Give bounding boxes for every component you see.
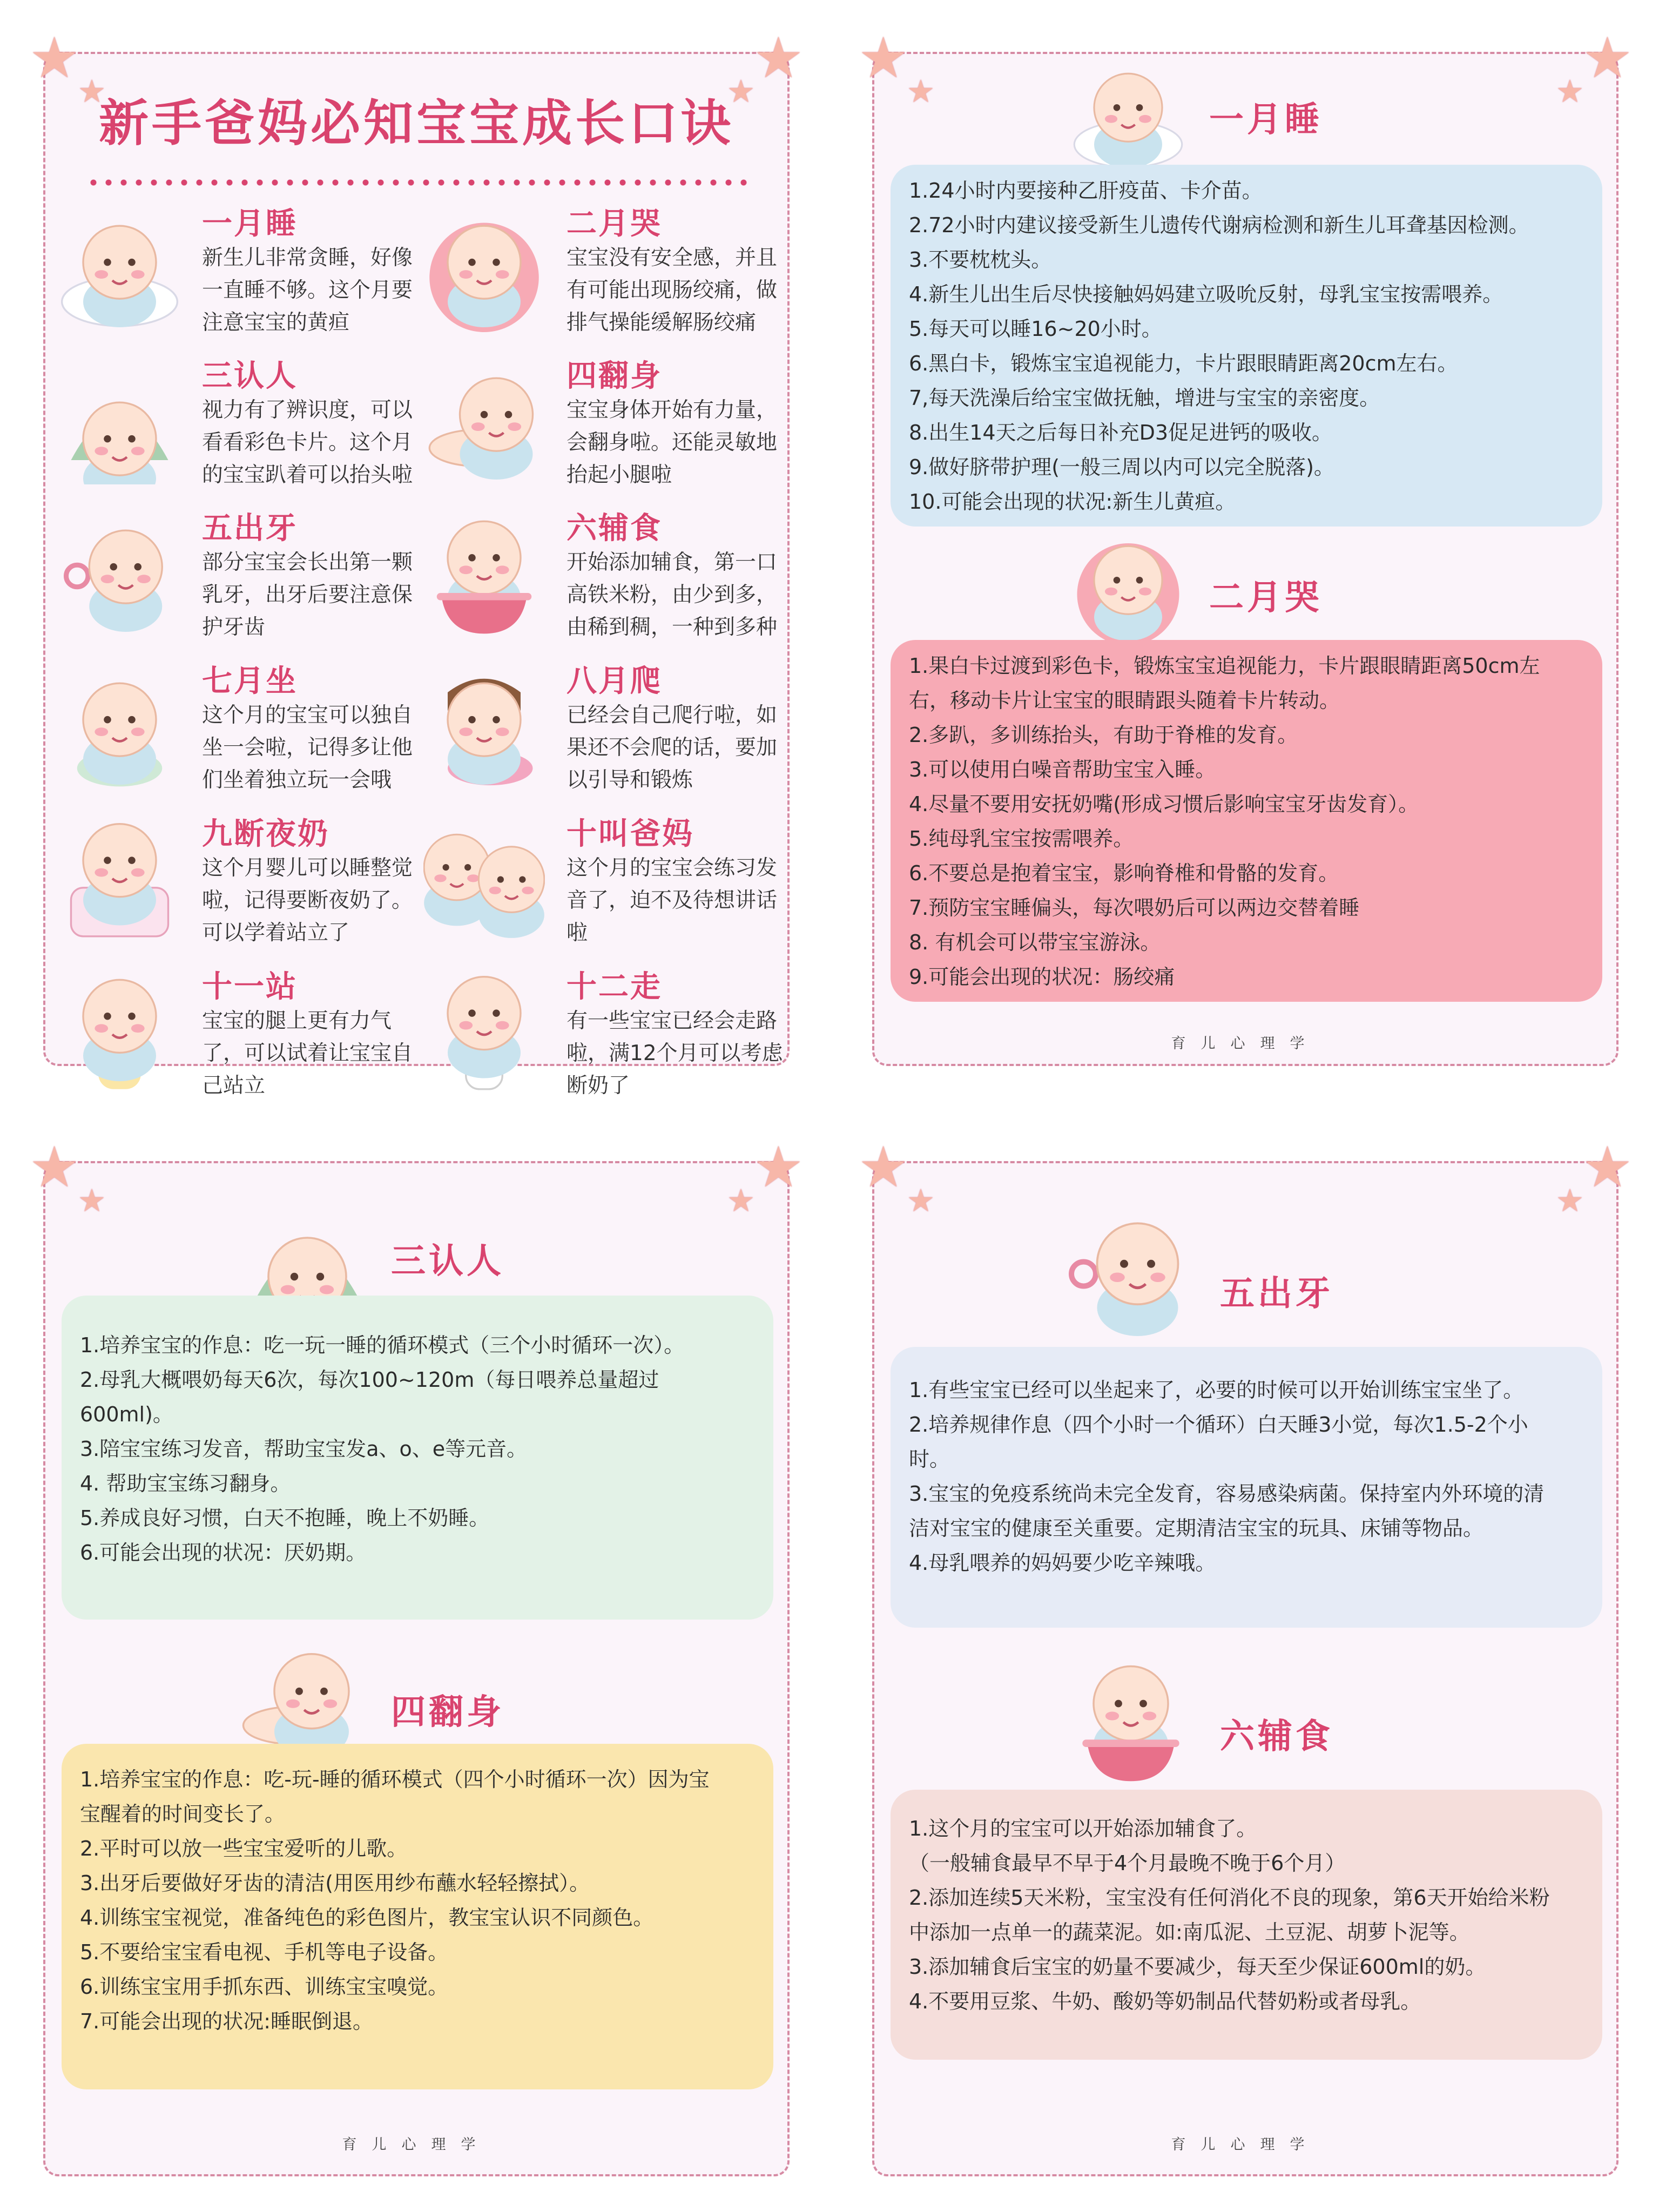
milestone-desc: 开始添加辅食，第一口高铁米粉，由少到多，由稀到稠，一种到多种	[567, 550, 778, 639]
star-icon: ★	[753, 25, 804, 91]
tip-line: 4.不要用豆浆、牛奶、酸奶等奶制品代替奶粉或者母乳。	[909, 1990, 1421, 2013]
walking-baby-icon	[423, 974, 545, 1095]
tip-line: 1.24小时内要接种乙肝疫苗、卡介苗。	[909, 179, 1263, 203]
milestone-entry	[423, 352, 778, 487]
detail-card-months-5-6	[858, 1134, 1633, 2176]
milestone-desc: 宝宝的腿上更有力气了，可以试着让宝宝自己站立	[202, 1009, 413, 1098]
milestone-desc: 宝宝身体开始有力量，会翻身啦。还能灵敏地抬起小腿啦	[567, 398, 778, 487]
star-icon: ★	[78, 1182, 106, 1219]
tip-line: 3.宝宝的免疫系统尚未完全发育，容易感染病菌。保持室内外环境的清	[909, 1482, 1545, 1506]
tip-line: 2.多趴，多训练抬头，有助于脊椎的发育。	[909, 723, 1298, 747]
tip-line: 3.可以使用白噪音帮助宝宝入睡。	[909, 758, 1216, 781]
milestone-entry	[59, 810, 413, 945]
bowl-baby-icon	[423, 515, 545, 637]
bowl-baby-icon	[1063, 1660, 1198, 1784]
milestone-entry	[59, 657, 413, 792]
milestone-entry	[59, 504, 413, 639]
teething-baby-icon	[59, 515, 180, 637]
tip-line: 3.添加辅食后宝宝的奶量不要减少，每天至少保证600ml的奶。	[909, 1955, 1486, 1979]
milestone-desc: 部分宝宝会长出第一颗乳牙，出牙后要注意保护牙齿	[202, 550, 413, 639]
milestone-desc: 有一些宝宝已经会走路啦，满12个月可以考虑断奶了	[567, 1009, 783, 1098]
section-header	[1063, 1206, 1387, 1347]
tip-line: 6.可能会出现的状况：厌奶期。	[80, 1541, 367, 1564]
milestone-entry	[423, 504, 778, 639]
crawling-baby-icon	[423, 668, 545, 790]
tips-box	[62, 1296, 773, 1620]
tip-line: 7.可能会出现的状况:睡眠倒退。	[80, 2009, 374, 2033]
section-title: 四翻身	[391, 1692, 504, 1732]
milestone-title: 一月睡	[202, 206, 298, 241]
star-icon: ★	[727, 73, 755, 110]
tip-line: 宝醒着的时间变长了。	[80, 1802, 286, 1826]
milestone-entry	[423, 810, 778, 945]
star-icon: ★	[1582, 1134, 1633, 1200]
tip-line: 5.不要给宝宝看电视、手机等电子设备。	[80, 1940, 449, 1964]
milestone-title: 十一站	[202, 969, 298, 1004]
tip-line: 中添加一点单一的蔬菜泥。如:南瓜泥、土豆泥、胡萝卜泥等。	[909, 1920, 1470, 1944]
milestone-entry	[423, 657, 778, 792]
tip-line: 4.尽量不要用安抚奶嘴(形成习惯后影响宝宝牙齿发育）。	[909, 792, 1419, 816]
crying-baby-icon	[1063, 532, 1193, 645]
tip-line: 洁对宝宝的健康至关重要。定期清洁宝宝的玩具、床铺等物品。	[909, 1516, 1484, 1540]
star-icon: ★	[1556, 73, 1584, 110]
sitting-baby-icon	[59, 668, 180, 790]
tip-line: 8.出生14天之后每日补充D3促足进钙的吸收。	[909, 421, 1333, 444]
tip-line: 600ml)。	[80, 1402, 173, 1426]
tip-line: 1.有些宝宝已经可以坐起来了，必要的时候可以开始训练宝宝坐了。	[909, 1378, 1524, 1402]
star-icon: ★	[1556, 1182, 1584, 1219]
tip-line: 5.纯母乳宝宝按需喂养。	[909, 827, 1134, 851]
milestone-title: 九断夜奶	[202, 817, 329, 852]
tip-line: 3.陪宝宝练习发音，帮助宝宝发a、o、e等元音。	[80, 1437, 528, 1461]
section-header	[1063, 1660, 1387, 1795]
crying-baby-icon	[423, 211, 545, 332]
milestone-desc: 新生儿非常贪睡，好像一直睡不够。这个月要注意宝宝的黄疸	[202, 246, 413, 335]
milestone-title: 十叫爸妈	[567, 817, 694, 852]
tip-line: 9.做好脐带护理(一般三周以内可以完全脱落)。	[909, 455, 1334, 479]
section-title: 六辅食	[1220, 1717, 1333, 1757]
tip-line: 3.出牙后要做好牙齿的清洁(用医用纱布蘸水轻轻擦拭）。	[80, 1871, 590, 1895]
tip-line: 9.可能会出现的状况：肠绞痛	[909, 965, 1175, 989]
tip-line: 7,每天洗澡后给宝宝做抚触，增进与宝宝的亲密度。	[909, 386, 1380, 410]
milestone-title: 四翻身	[567, 359, 662, 394]
section-title: 一月睡	[1209, 100, 1323, 140]
star-icon: ★	[858, 1134, 909, 1200]
tip-line: 10.可能会出现的状况:新生儿黄疸。	[909, 490, 1236, 514]
pillow-baby-icon	[59, 821, 180, 942]
milestone-entry	[423, 963, 783, 1098]
milestone-title: 三认人	[202, 359, 298, 394]
section-title: 三认人	[391, 1242, 504, 1282]
footer-brand: 育儿心理学	[1171, 2136, 1320, 2153]
milestone-title: 五出牙	[202, 511, 298, 546]
tip-line: 8. 有机会可以带宝宝游泳。	[909, 930, 1161, 954]
star-icon: ★	[29, 25, 80, 91]
section-title: 二月哭	[1209, 578, 1323, 618]
star-icon: ★	[907, 73, 935, 110]
tips-box	[62, 1744, 773, 2089]
milestone-title: 七月坐	[202, 664, 298, 699]
standing-baby-icon	[59, 974, 180, 1095]
teething-baby-icon	[1063, 1206, 1198, 1341]
tip-line: 5.每天可以睡16~20小时。	[909, 317, 1162, 341]
milestone-entry	[59, 200, 413, 335]
dotted-divider	[86, 178, 747, 187]
tip-line: 6.黑白卡，锻炼宝宝追视能力，卡片跟眼睛距离20cm左右。	[909, 352, 1458, 375]
rolling-baby-icon	[423, 363, 545, 484]
tip-line: 1.这个月的宝宝可以开始添加辅食了。	[909, 1817, 1257, 1840]
milestone-title: 二月哭	[567, 206, 662, 241]
tip-line: 5.养成良好习惯，白天不抱睡，晚上不奶睡。	[80, 1506, 490, 1530]
milestone-desc: 宝宝没有安全感，并且有可能出现肠绞痛，做排气操能缓解肠绞痛	[567, 246, 778, 335]
milestone-entry	[59, 352, 413, 487]
section-header	[1063, 59, 1387, 173]
milestone-desc: 这个月婴儿可以睡整觉啦，记得要断夜奶了。可以学着站立了	[202, 856, 413, 945]
tip-line: 6.不要总是抱着宝宝，影响脊椎和骨骼的发育。	[909, 861, 1339, 885]
milestone-title: 十二走	[567, 969, 662, 1004]
tips-box	[891, 165, 1602, 527]
summary-card	[29, 25, 804, 1098]
star-icon: ★	[907, 1182, 935, 1219]
detail-card-months-1-2	[858, 25, 1633, 1066]
star-icon: ★	[78, 73, 106, 110]
tip-line: 1.培养宝宝的作息：吃一玩一睡的循环模式（三个小时循环一次）。	[80, 1333, 685, 1357]
section-title: 五出牙	[1220, 1274, 1333, 1314]
peeking-baby-icon	[59, 363, 180, 484]
sleeping-baby-icon	[59, 211, 180, 332]
tips-box	[891, 1347, 1602, 1628]
tip-line: 时。	[909, 1447, 950, 1471]
tip-line: 7.预防宝宝睡偏头，每次喂奶后可以两边交替着睡	[909, 896, 1360, 920]
star-icon: ★	[29, 1134, 80, 1200]
sleeping-baby-icon	[1063, 59, 1193, 173]
footer-brand: 育儿心理学	[1171, 1035, 1320, 1052]
tips-box	[891, 640, 1602, 1002]
section-header	[1063, 532, 1387, 645]
page-title: 新手爸妈必知宝宝成长口诀	[98, 95, 734, 152]
star-icon: ★	[858, 25, 909, 91]
milestone-entry	[59, 963, 413, 1098]
tip-line: （一般辅食最早不早于4个月最晚不晚于6个月）	[909, 1851, 1346, 1875]
tip-line: 2.添加连续5天米粉，宝宝没有任何消化不良的现象，第6天开始给米粉	[909, 1886, 1550, 1910]
footer-brand: 育儿心理学	[342, 2136, 491, 2153]
detail-card-months-3-4	[29, 1134, 804, 2176]
twin-babies-icon	[423, 821, 545, 942]
milestone-title: 六辅食	[567, 511, 662, 546]
tip-line: 6.训练宝宝用手抓东西、训练宝宝嗅觉。	[80, 1975, 449, 1999]
tip-line: 1.培养宝宝的作息：吃-玩-睡的循环模式（四个小时循环一次）因为宝	[80, 1768, 710, 1791]
star-icon: ★	[727, 1182, 755, 1219]
milestone-desc: 这个月的宝宝可以独自坐一会啦，记得多让他们坐着独立玩一会哦	[202, 703, 413, 792]
tips-box	[891, 1790, 1602, 2060]
milestone-title: 八月爬	[567, 664, 662, 699]
tip-line: 2.平时可以放一些宝宝爱听的儿歌。	[80, 1837, 408, 1860]
tip-line: 4.母乳喂养的妈妈要少吃辛辣哦。	[909, 1551, 1216, 1575]
star-icon: ★	[753, 1134, 804, 1200]
tip-line: 3.不要枕枕头。	[909, 248, 1052, 272]
milestone-desc: 视力有了辨识度，可以看看彩色卡片。这个月的宝宝趴着可以抬头啦	[202, 398, 413, 487]
tip-line: 2.培养规律作息（四个小时一个循环）白天睡3小觉，每次1.5-2个小	[909, 1413, 1528, 1437]
tip-line: 2.72小时内建议接受新生儿遗传代谢病检测和新生儿耳聋基因检测。	[909, 213, 1529, 237]
milestone-desc: 已经会自己爬行啦，如果还不会爬的话，要加以引导和锻炼	[567, 703, 778, 792]
tip-line: 4. 帮助宝宝练习翻身。	[80, 1472, 291, 1495]
milestone-desc: 这个月的宝宝会练习发音了，迫不及待想讲话啦	[567, 856, 778, 945]
star-icon: ★	[1582, 25, 1633, 91]
milestone-entry	[423, 200, 778, 335]
tip-line: 2.母乳大概喂奶每天6次，每次100~120m（每日喂养总量超过	[80, 1368, 659, 1392]
tip-line: 4.训练宝宝视觉，准备纯色的彩色图片，教宝宝认识不同颜色。	[80, 1906, 654, 1930]
tip-line: 4.新生儿出生后尽快接触妈妈建立吸吮反射，母乳宝宝按需喂养。	[909, 282, 1503, 306]
tip-line: 右，移动卡片让宝宝的眼睛跟头随着卡片转动。	[909, 689, 1340, 712]
tip-line: 1.果白卡过渡到彩色卡，锻炼宝宝追视能力，卡片跟眼睛距离50cm左	[909, 654, 1540, 678]
